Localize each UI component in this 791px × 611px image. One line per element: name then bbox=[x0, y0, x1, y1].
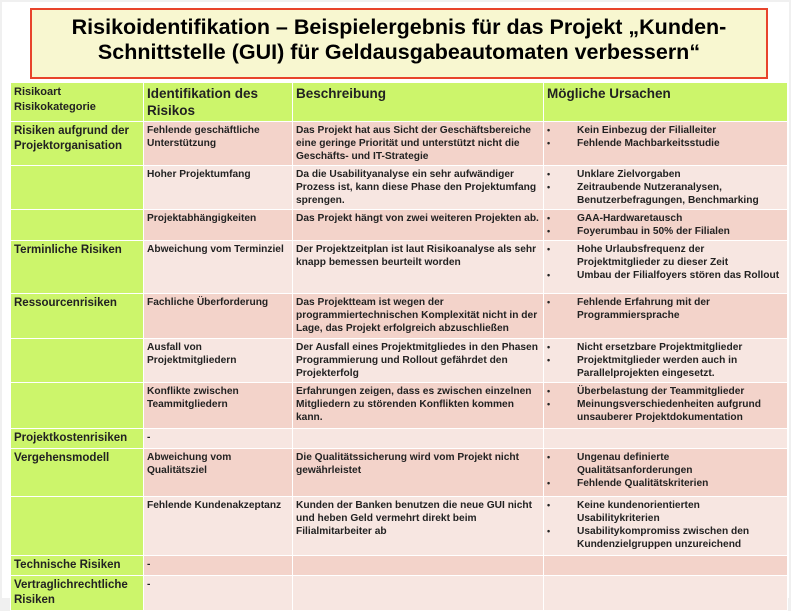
causes-list bbox=[547, 341, 784, 380]
risk-causes-cell bbox=[544, 210, 788, 241]
risk-category-cell bbox=[11, 339, 144, 383]
header-risikoart-label: Risikoart bbox=[14, 86, 62, 98]
risk-description-cell: Der Ausfall eines Projektmitgliedes in den Phasen Programmierung und Rollout gefährdet den Projekterfolg bbox=[293, 339, 544, 383]
header-risikoart bbox=[11, 83, 144, 122]
risk-description-cell bbox=[293, 576, 544, 611]
risk-causes-cell bbox=[544, 166, 788, 210]
cause-item: • Nicht ersetzbare Projektmitglieder bbox=[547, 341, 784, 354]
slide-title: Risikoidentifikation – Beispielergebnis für das Projekt „Kunden-Schnittstelle (GUI) für Geldausgabeautomaten verbessern“ bbox=[30, 8, 768, 79]
cause-item: • Ungenau definierte Qualitätsanforderungen bbox=[547, 451, 784, 477]
risk-category-cell bbox=[11, 497, 144, 556]
risk-causes-cell bbox=[544, 339, 788, 383]
cause-item: • Foyerumbau in 50% der Filialen bbox=[547, 225, 784, 238]
causes-list bbox=[547, 451, 784, 490]
table-row bbox=[11, 449, 788, 497]
risk-identification-cell: Konflikte zwischen Teammitgliedern bbox=[144, 383, 293, 429]
risk-description-cell: Das Projekt hat aus Sicht der Geschäftsbereiche eine geringe Priorität und unterstützt nicht die Geschäfts- und IT-Strategie bbox=[293, 122, 544, 166]
risk-category-cell: Vergehensmodell bbox=[11, 449, 144, 497]
risk-category-cell: Technische Risiken bbox=[11, 556, 144, 576]
risk-category-cell bbox=[11, 210, 144, 241]
cause-item: • Unklare Zielvorgaben bbox=[547, 168, 784, 181]
table-row bbox=[11, 576, 788, 611]
slide bbox=[2, 2, 789, 606]
risk-identification-cell: Ausfall von Projektmitgliedern bbox=[144, 339, 293, 383]
risk-description-cell: Das Projektteam ist wegen der programmiertechnischen Komplexität nicht in der Lage, das Projekt erfolgreich abzuschließen bbox=[293, 294, 544, 339]
causes-list bbox=[547, 499, 784, 551]
table-row bbox=[11, 210, 788, 241]
risk-identification-cell: Fehlende geschäftliche Unterstützung bbox=[144, 122, 293, 166]
causes-list bbox=[547, 296, 784, 322]
cause-item: • Keine kundenorientierten Usabilitykriterien bbox=[547, 499, 784, 525]
risk-description-cell: Erfahrungen zeigen, dass es zwischen einzelnen Mitgliedern zu störenden Konflikten kommen kann. bbox=[293, 383, 544, 429]
risk-category-cell: Terminliche Risiken bbox=[11, 241, 144, 294]
risk-causes-cell bbox=[544, 576, 788, 611]
cause-item: • Zeitraubende Nutzeranalysen, Benutzerbefragungen, Benchmarking bbox=[547, 181, 784, 207]
table-row bbox=[11, 429, 788, 449]
cause-item: • Hohe Urlaubsfrequenz der Projektmitglieder zu dieser Zeit bbox=[547, 243, 784, 269]
table-row bbox=[11, 339, 788, 383]
cause-item: • Fehlende Erfahrung mit der Programmiersprache bbox=[547, 296, 784, 322]
table-row bbox=[11, 497, 788, 556]
risk-causes-cell bbox=[544, 241, 788, 294]
table-header-row bbox=[11, 83, 788, 122]
risk-category-cell bbox=[11, 166, 144, 210]
risk-category-cell: Risiken aufgrund der Projektorganisation bbox=[11, 122, 144, 166]
table-row bbox=[11, 383, 788, 429]
risk-identification-cell: - bbox=[144, 429, 293, 449]
risk-description-cell: Das Projekt hängt von zwei weiteren Projekten ab. bbox=[293, 210, 544, 241]
cause-item: • Überbelastung der Teammitglieder bbox=[547, 385, 784, 398]
causes-list bbox=[547, 243, 784, 282]
risk-identification-cell: Abweichung vom Qualitätsziel bbox=[144, 449, 293, 497]
risk-description-cell: Die Qualitätssicherung wird vom Projekt nicht gewährleistet bbox=[293, 449, 544, 497]
risk-description-cell bbox=[293, 429, 544, 449]
table-row bbox=[11, 556, 788, 576]
header-risikokategorie-label: Risikokategorie bbox=[14, 101, 96, 113]
risk-category-cell bbox=[11, 383, 144, 429]
table-row bbox=[11, 166, 788, 210]
risk-causes-cell bbox=[544, 429, 788, 449]
risk-category-cell: Projektkostenrisiken bbox=[11, 429, 144, 449]
risk-description-cell: Kunden der Banken benutzen die neue GUI nicht und heben Geld vermehrt direkt beim Filialmitarbeiter ab bbox=[293, 497, 544, 556]
risk-description-cell: Da die Usabilityanalyse ein sehr aufwändiger Prozess ist, kann diese Phase den Projektumfang sprengen. bbox=[293, 166, 544, 210]
risk-identification-cell: - bbox=[144, 556, 293, 576]
cause-item: • GAA-Hardwaretausch bbox=[547, 212, 784, 225]
cause-item: • Projektmitglieder werden auch in Parallelprojekten eingesetzt. bbox=[547, 354, 784, 380]
risk-category-cell: Vertraglichrechtliche Risiken bbox=[11, 576, 144, 611]
risk-causes-cell bbox=[544, 556, 788, 576]
causes-list bbox=[547, 385, 784, 424]
cause-item: • Meinungsverschiedenheiten aufgrund unsauberer Projektdokumentation bbox=[547, 398, 784, 424]
cause-item: • Usabilitykompromiss zwischen den Kundenzielgruppen unzureichend bbox=[547, 525, 784, 551]
risk-identification-cell: Hoher Projektumfang bbox=[144, 166, 293, 210]
risk-table bbox=[10, 82, 788, 611]
risk-identification-cell: - bbox=[144, 576, 293, 611]
cause-item: • Fehlende Machbarkeitsstudie bbox=[547, 137, 784, 150]
header-identifikation: Identifikation des Risikos bbox=[144, 83, 293, 122]
risk-causes-cell bbox=[544, 497, 788, 556]
cause-item: • Umbau der Filialfoyers stören das Rollout bbox=[547, 269, 784, 282]
header-beschreibung: Beschreibung bbox=[293, 83, 544, 122]
risk-description-cell: Der Projektzeitplan ist laut Risikoanalyse als sehr knapp bemessen beurteilt worden bbox=[293, 241, 544, 294]
table-row bbox=[11, 294, 788, 339]
risk-category-cell: Ressourcenrisiken bbox=[11, 294, 144, 339]
risk-causes-cell bbox=[544, 383, 788, 429]
causes-list bbox=[547, 212, 784, 238]
header-ursachen: Mögliche Ursachen bbox=[544, 83, 788, 122]
cause-item: • Kein Einbezug der Filialleiter bbox=[547, 124, 784, 137]
risk-description-cell bbox=[293, 556, 544, 576]
table-row bbox=[11, 241, 788, 294]
risk-identification-cell: Abweichung vom Terminziel bbox=[144, 241, 293, 294]
risk-causes-cell bbox=[544, 449, 788, 497]
risk-identification-cell: Fachliche Überforderung bbox=[144, 294, 293, 339]
causes-list bbox=[547, 168, 784, 207]
causes-list bbox=[547, 124, 784, 150]
risk-causes-cell bbox=[544, 122, 788, 166]
risk-identification-cell: Projektabhängigkeiten bbox=[144, 210, 293, 241]
cause-item: • Fehlende Qualitätskriterien bbox=[547, 477, 784, 490]
table-row bbox=[11, 122, 788, 166]
risk-causes-cell bbox=[544, 294, 788, 339]
risk-identification-cell: Fehlende Kundenakzeptanz bbox=[144, 497, 293, 556]
